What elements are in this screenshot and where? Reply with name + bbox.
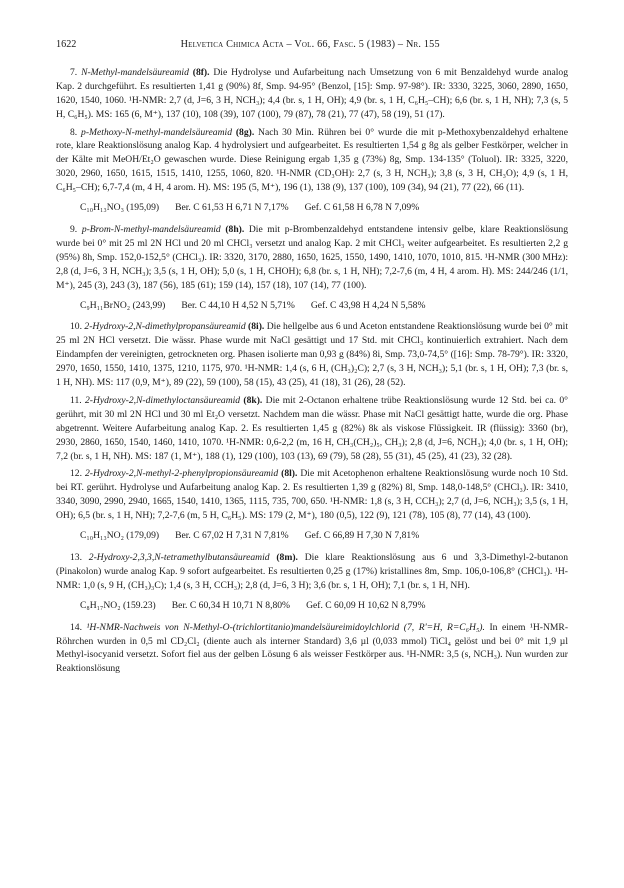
procedure-text: Die mit p-Brombenzaldehyd entstandene intensiv gelbe, klare Reaktionslösung wurde bei 0° mit 25 ml 2N HCl und 20 ml CHCl₃ versetzt und analog Kap. 2 mit CHCl₃ weiter aufgearbeitet. Es resultierten 2,2 g (95%) 8h, Smp. 152,0-152,5° (CHCl₃). IR: 3320, 3170, 2880, 1650, 1625, 1550, 1490, 1410, 1070, 1010, 815. ¹H-NMR (300 MHz): 2,8 (d, J=6, 3 H, NCH₃); 3,5 (s, 1 H, OH); 5,0 (s, 1 H, CHOH); 6,8 (br. s, 1 H, NH); 7,2-7,6 (m, 4 H, 4 arom. H). MS: 244/246 (1/1, M⁺), 245 (3), 243 (3), 187 (56), 185 (61); 159 (14), 157 (18), 107 (14), 77 (100). — [56, 223, 569, 291]
compound-label: (8h). — [220, 223, 245, 235]
procedure-text: Die hellgelbe aus 6 und Aceton entstandene Reaktionslösung wurde bei 0° mit 25 ml 2N HCl versetzt. Die wässr. Phase wurde mit NaCl gesättigt und 17 Std. mit CHCl₃ kontinuierlich extrahiert. Nach dem Eindampfen der vereinigten, getrockneten org. Phasen isolierte man 0,93 g (84%) 8i, Smp. 73,0-74,5° ([16]: Smp. 78-79°). IR: 3320, 2970, 1650, 1550, 1410, 1375, 1210, 1175, 970. ¹H-NMR: 1,4 (s, 6 H, (CH₃)₂C); 2,7 (s, 3 H, NCH₃); 5,1 (br. s, 1 H, OH); 7,3 (br. s, 1 H, NH). MS: 117 (0,9, M⁺), 89 (22), 59 (100), 58 (15), 43 (25), 41 (18), 31 (26), 28 (52). — [56, 321, 568, 389]
elemental-analysis — [80, 299, 568, 313]
elemental-analysis — [80, 599, 568, 613]
procedure-paragraph — [56, 551, 568, 593]
procedure-text: In einem ¹H-NMR-Röhrchen wurden in 0,5 ml CD₂Cl₂ (diente auch als interner Standard) 3,6 µl (0,033 mmol) TiCl₄ gelöst und bei 0° mit 1,9 µl Methyl-isocyanid versetzt. Sofort fiel aus der gelben Lösung 6 als weisser Festkörper aus. ¹H-NMR: 3,5 (s, NCH₃). Nun wurden zur Reaktionslösung — [56, 621, 569, 675]
procedure-text: Die klare Reaktionslösung aus 6 und 3,3-Dimethyl-2-butanon (Pinakolon) wurde analog Kap. 9 sofort aufgearbeitet. Es resultierten 0,25 g (17%) kristallines 8m, Smp. 106,0-106,8° (CHCl₃). ¹H-NMR: 1,0 (s, 9 H, (CH₃)₃C); 1,4 (s, 3 H, CCH₃); 2,8 (d, J=6, 3 H); 3,6 (br. s, 1 H, OH); 7,1 (br. s, 1 H, NH). — [56, 552, 568, 591]
page-header — [56, 38, 568, 52]
entry-number: 13. — [70, 552, 89, 563]
procedure-entry — [56, 126, 568, 215]
compound-name: p-Methoxy-N-methyl-mandelsäureamid — [81, 126, 232, 138]
procedure-paragraph — [56, 394, 568, 464]
compound-label: (8f). — [188, 66, 210, 78]
procedure-entry — [56, 320, 568, 390]
entry-number: 8. — [70, 126, 82, 138]
procedure-entry — [56, 394, 568, 464]
analysis-formula: C₁₀H₁₃NO₂ (179,09) — [80, 530, 160, 542]
entry-number: 7. — [70, 66, 82, 78]
compound-name: 2-Hydroxy-2,N-dimethyloctansäureamid — [84, 394, 241, 406]
entry-number: 11. — [70, 394, 85, 406]
compound-label: (8l). — [278, 468, 298, 480]
analysis-calc: Ber. C 44,10 H 4,52 N 5,71% — [181, 299, 295, 311]
entry-number: 9. — [70, 223, 82, 235]
analysis-formula: C₁₀H₁₃NO₃ (195,09) — [80, 202, 160, 214]
experimental-section — [56, 66, 568, 676]
entry-number: 14. — [70, 621, 87, 633]
procedure-text: Nach 30 Min. Rühren bei 0° wurde die mit p-Methoxybenzaldehyd erhaltene rote, klare Reaktionslösung analog Kap. 4 hydrolysiert und aufgearbeitet. Es resultierten 1,54 g 8g als gelber Festkörper, welcher in der Kälte mit MeOH/Et₂O gewaschen wurde. Diese Reinigung ergab 1,35 g (73%) 8g, Smp. 134-135° (Toluol). IR: 3325, 3220, 3020, 2960, 1650, 1615, 1515, 1410, 1255, 1060, 820. ¹H-NMR (CD₃OH): 2,7 (s, 3 H, NCH₃); 3,8 (s, 3 H, CH₃O); 4,9 (s, 1 H, C₆H₅–CH); 6,7-7,4 (m, 4 H, 4 arom. H). MS: 195 (5, M⁺), 196 (1), 138 (9), 137 (100), 109 (34), 94 (21), 77 (22), 66 (11). — [56, 126, 568, 194]
procedure-paragraph — [56, 126, 568, 196]
entry-number: 12. — [70, 468, 85, 480]
procedure-text: Die mit 2-Octanon erhaltene trübe Reaktionslösung wurde 12 Std. bei ca. 0° gerührt, mit 30 ml 2N HCl und 30 ml Et₂O versetzt. Nachdem man die wässr. Phase mit NaCl gesättigt hatte, wurde die org. Phase abgetrennt. Weitere Aufarbeitung analog Kap. 2. Es resultierten 1,45 g (82%) 8k als viskose Flüssigkeit. IR (flüssig): 3360 (br), 2930, 2860, 1650, 1540, 1460, 1410, 1070. ¹H-NMR: 0,6-2,2 (m, 16 H, CH₃(CH₂)₅, CH₃); 2,8 (d, J=6, NCH₃); 4,0 (br. s, 1 H, OH); 7,2 (br. s, 1 H, NH). MS: 187 (1, M⁺), 188 (1), 129 (100), 103 (13), 69 (79), 58 (28), 55 (31), 45 (25), 41 (23), 32 (28). — [56, 394, 568, 462]
compound-name: p-Brom-N-methyl-mandelsäureamid — [81, 223, 221, 235]
procedure-entry — [56, 621, 568, 677]
analysis-found: Gef. C 61,58 H 6,78 N 7,09% — [304, 202, 420, 214]
analysis-formula: C₉H₁₁BrNO₂ (243,99) — [80, 299, 166, 311]
procedure-text: Die Hydrolyse und Aufarbeitung nach Umsetzung von 6 mit Benzaldehyd wurde analog Kap. 2 durchgeführt. Es resultierten 1,41 g (90%) 8f, Smp. 94-95° (Benzol, [15]: Smp. 97-98°). IR: 3330, 3225, 3060, 2890, 1650, 1620, 1540, 1060. ¹H-NMR: 2,7 (d, J=6, 3 H, NCH₃); 4,4 (br. s, 1 H, OH); 4,9 (br. s, 1 H, C₆H₅–CH); 6,6 (br. s, 1 H, NH); 7,3 (s, 5 H, C₆H₅). MS: 165 (6, M⁺), 137 (10), 108 (39), 107 (100), 79 (87), 78 (21), 77 (47), 58 (19), 51 (17). — [56, 66, 569, 120]
procedure-paragraph — [56, 467, 568, 523]
entry-number: 10. — [70, 321, 85, 333]
procedure-entry — [56, 467, 568, 543]
compound-name: 2-Hydroxy-2,3,3,N-tetramethylbutansäureamid — [88, 552, 270, 563]
compound-name: 2-Hydroxy-2,N-dimethylpropansäureamid — [84, 321, 246, 333]
analysis-calc: Ber. C 67,02 H 7,31 N 7,81% — [175, 530, 289, 542]
analysis-formula: C₈H₁₇NO₂ (159.23) — [80, 599, 156, 611]
page-number: 1622 — [56, 39, 77, 50]
compound-name: 2-Hydroxy-2,N-methyl-2-phenylpropionsäureamid — [84, 468, 279, 480]
analysis-calc: Ber. C 61,53 H 6,71 N 7,17% — [175, 202, 289, 214]
procedure-paragraph — [56, 223, 568, 293]
journal-title: Helvetica Chimica Acta – Vol. 66, Fasc. 5 (1983) – Nr. 155 — [180, 39, 440, 50]
analysis-calc: Ber. C 60,34 H 10,71 N 8,80% — [171, 599, 291, 611]
procedure-paragraph — [56, 621, 568, 677]
compound-label: (8m). — [269, 552, 298, 563]
analysis-found: Gef. C 43,98 H 4,24 N 5,58% — [310, 299, 426, 311]
elemental-analysis — [80, 201, 568, 215]
procedure-entry — [56, 223, 568, 312]
procedure-paragraph — [56, 320, 568, 390]
elemental-analysis — [80, 529, 568, 543]
procedure-entry — [56, 551, 568, 613]
compound-label: (8g). — [232, 126, 255, 138]
compound-name: ¹H-NMR-Nachweis von N-Methyl-O-(trichlortitanio)mandelsäureimidoylchlorid (7, R'=H, R=C₆H₅). — [86, 621, 485, 633]
analysis-found: Gef. C 60,09 H 10,62 N 8,79% — [306, 599, 426, 611]
analysis-found: Gef. C 66,89 H 7,30 N 7,81% — [304, 530, 420, 542]
procedure-text: Die mit Acetophenon erhaltene Reaktionslösung wurde noch 10 Std. bei RT. gerührt. Hydrolyse und Aufarbeitung analog Kap. 2. Es resultierten 1,39 g (82%) 8l, Smp. 148,0-148,5° (CHCl₃). IR: 3410, 3340, 3090, 2990, 2940, 1665, 1540, 1410, 1365, 1115, 735, 700, 650. ¹H-NMR: 1,8 (s, 3 H, CCH₃); 2,7 (d, J=6, NCH₃); 3,5 (s, 1 H, OH); 6,5 (br. s, 1 H, NH); 7,2-7,6 (m, 5 H, C₆H₅). MS: 179 (2, M⁺), 180 (0,5), 122 (9), 121 (78), 105 (8), 77 (14), 43 (100). — [56, 468, 569, 522]
procedure-paragraph — [56, 66, 568, 122]
compound-name: N-Methyl-mandelsäureamid — [81, 66, 189, 78]
compound-label: (8i). — [245, 321, 265, 333]
compound-label: (8k). — [240, 394, 263, 406]
procedure-entry — [56, 66, 568, 122]
